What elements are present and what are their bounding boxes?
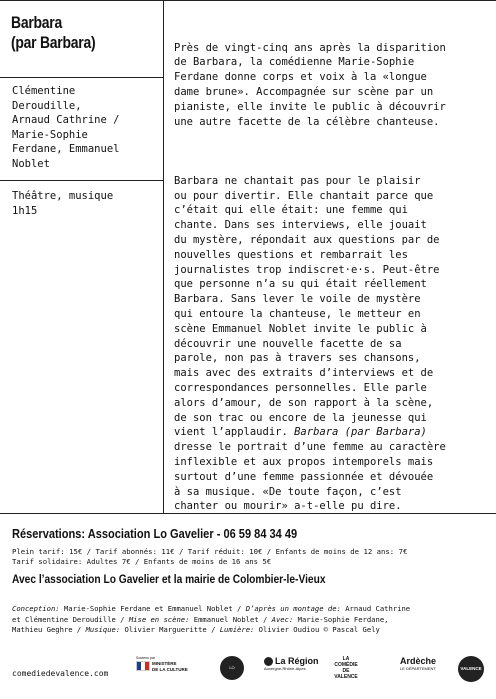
genre-duration: Théâtre, musique 1h15 bbox=[12, 190, 114, 217]
top-border bbox=[0, 0, 496, 1]
website-link[interactable]: comediedevalence.com bbox=[12, 669, 109, 678]
valence-logo: VALENCE bbox=[458, 656, 484, 682]
credit-label: Musique: bbox=[85, 625, 121, 634]
credit-text: Olivier Margueritte / bbox=[120, 625, 220, 634]
region-sub-label: Auvergne-Rhône-Alpes bbox=[264, 666, 306, 672]
show-description bbox=[174, 11, 490, 544]
lo-gavelier-logo: LO GAVELIER bbox=[220, 656, 244, 680]
column-divider bbox=[163, 0, 164, 513]
marianne-icon bbox=[136, 661, 150, 671]
show-title-italic: Barbara (par Barbara) bbox=[294, 426, 427, 439]
ardeche-label: Ardèche bbox=[400, 656, 437, 666]
credit-text: et Clémentine Deroudille / bbox=[12, 614, 129, 624]
divider-2 bbox=[0, 180, 163, 181]
title-line-2: (par Barbara) bbox=[11, 33, 96, 52]
divider-1 bbox=[0, 77, 163, 78]
ardeche-sub-label: LE DÉPARTEMENT bbox=[400, 666, 436, 671]
description-paragraph-2 bbox=[174, 174, 490, 514]
region-label: La Région bbox=[275, 656, 319, 666]
partners-line: Avec l’association Lo Gavelier et la mairie de Colombier-le-Vieux bbox=[12, 572, 326, 586]
paragraph-2-text-a: Barbara ne chantait pas pour le plaisir ou pour divertir. Elle chantait parce que c’était qui elle était: une femme qui chante. Dans ses interviews, elle jouait du mystère, répondait aux questions par de nouvelles questions et rembarrait les journalistes trop indiscret·e·s. Peut-être que personne n’a su qui était réellement Barbara. Sans lever le voile de mystère qui entoure la chanteuse, le metteur en scène Emmanuel Noblet invite le public à découvrir une nouvelle facette de sa parole, non pas à travers ses chansons, mais avec des extraits d’interviews et de correspondances personnelles. Elle parle alors d’amour, de son rapport à la scène, de son trac ou encore de la jeunesse qui vient l’applaudir. bbox=[174, 174, 440, 439]
credit-text: Mathieu Geghre / bbox=[12, 625, 86, 634]
comedie-valence-logo: LA COMÉDIE DE VALENCE bbox=[334, 656, 358, 680]
region-logo bbox=[264, 656, 324, 682]
paragraph-2-text-b: dresse le portrait d’une femme au caractère inflexible et aux propos intemporels mais surtout d’une femme passionnée et dévouée à sa musique. «De toute façon, c’est chanter ou mourir» a-t-elle pu dire. bbox=[174, 441, 446, 513]
credit-text: Arnaud Cathrine bbox=[340, 604, 411, 613]
region-dot-icon bbox=[264, 657, 273, 666]
cast-list: Clémentine Deroudille, Arnaud Cathrine / Marie-Sophie Ferdane, Emmanuel Noblet bbox=[12, 85, 120, 170]
show-title bbox=[11, 13, 159, 53]
credits bbox=[12, 604, 490, 636]
credit-label: Conception: bbox=[12, 604, 60, 613]
credit-label: Mise en scène: bbox=[128, 614, 190, 624]
credit-text: Marie-Sophie Ferdane et Emmanuel Noblet / bbox=[59, 604, 246, 613]
title-line-1: Barbara bbox=[11, 13, 62, 32]
reservations-line: Réservations: Association Lo Gavelier - 06 59 84 34 49 bbox=[12, 526, 298, 541]
credit-text: Olivier Oudiou © Pascal Gely bbox=[254, 625, 380, 634]
footer-divider bbox=[0, 513, 496, 514]
credit-text: Marie-Sophie Ferdane, bbox=[293, 614, 389, 624]
price-list: Plein tarif: 15€ / Tarif abonnés: 11€ / Tarif réduit: 10€ / Enfants de moins de 12 ans: 7€ Tarif solidaire: Adultes 7€ / Enfants de moins de 16 ans 5€ bbox=[12, 547, 408, 566]
credit-label: Avec: bbox=[271, 614, 294, 624]
credit-label: D’après un montage de: bbox=[245, 604, 341, 613]
description-paragraph-1: Près de vingt-cinq ans après la disparition de Barbara, la comédienne Marie-Sophie Ferdane donne corps et voix à la «longue dame brune». Accompagnée sur scène par un pianiste, elle invite le public à découvrir une autre facette de la célèbre chanteuse. bbox=[174, 41, 446, 128]
credit-label: Lumière: bbox=[219, 625, 255, 634]
ardeche-logo bbox=[400, 656, 445, 682]
ministere-label: MINISTÈRE DE LA CULTURE bbox=[152, 661, 188, 672]
ministere-prefix: Soutenu par bbox=[136, 656, 156, 660]
ministere-culture-logo bbox=[136, 656, 206, 684]
credit-text: Emmanuel Noblet / bbox=[189, 614, 272, 624]
